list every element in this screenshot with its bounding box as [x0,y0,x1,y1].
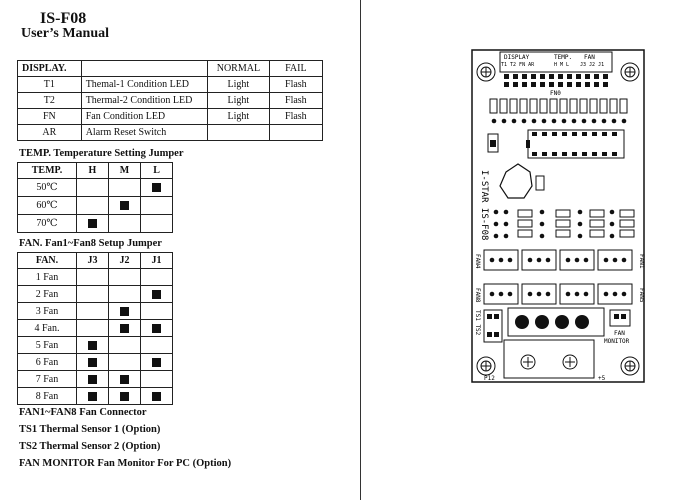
display-normal [208,125,270,141]
p12-silk-label: P12 [484,375,495,382]
buzzer-icon [500,164,532,198]
fan-table-header [18,253,173,269]
fan-count: 1 Fan [18,269,77,286]
note-text: Thermal Sensor 2 (Option) [39,441,161,452]
fan-connector [484,250,632,270]
table-row [18,109,323,125]
jumper-cell [141,179,173,197]
display-header-label: DISPLAY. [18,61,82,77]
note-text: Fan Monitor For PC (Option) [97,458,232,469]
jumper-cell [77,320,109,337]
table-row [18,354,173,371]
jumper-set-mark [120,392,129,401]
jumper-set-mark [88,375,97,384]
temp-table [17,162,173,233]
display-fail: Flash [269,77,322,93]
manual-title: User’s Manual [21,26,110,41]
display-table [17,60,323,141]
fan-silk-sub: J3 J2 J1 [580,62,605,68]
display-code: T2 [18,93,82,109]
jumper-cell [141,286,173,303]
capacitor-fill [490,140,496,147]
display-silk-label: DISPLAY [504,54,530,61]
table-row [18,197,173,215]
temp-header-h: H [77,163,109,179]
mounting-hole-icon [621,63,639,81]
component-dots [494,210,615,239]
display-code: AR [18,125,82,141]
jumper-cell [141,269,173,286]
table-row [18,77,323,93]
fan-header-label: FAN. [18,253,77,269]
jumper-cell [77,303,109,320]
table-row [18,125,323,141]
display-normal: Light [208,93,270,109]
temp-value: 70℃ [18,215,77,233]
note-key: FAN MONITOR [19,458,95,469]
note-fan-connector [19,407,147,418]
jumper-cell [109,371,141,388]
temp-table-header [18,163,173,179]
temp-silk-sub: H M L [554,62,570,68]
jumper-cell [141,320,173,337]
ts-silk-label: TS1 TS2 [474,310,481,336]
jumper-cell [77,215,109,233]
table-row [18,215,173,233]
temp-heading: TEMP. Temperature Setting Jumper [19,148,184,159]
temp-header-l: L [141,163,173,179]
table-row [18,286,173,303]
table-row [18,93,323,109]
fan-monitor-silk-2: MONITOR [604,338,630,345]
temp-silk-label: TEMP. [554,54,573,61]
jumper-cell [77,197,109,215]
jumper-cell [109,388,141,405]
jumper-cell [108,197,141,215]
relay-button [515,315,589,329]
fan-count: 6 Fan [18,354,77,371]
power-connector [504,340,594,378]
display-code: FN [18,109,82,125]
note-key: TS2 [19,441,38,452]
ts-connector [484,310,502,342]
fan-header-j2: J2 [109,253,141,269]
display-table-header [18,61,323,77]
jumper-cell [77,337,109,354]
temp-header-m: M [108,163,141,179]
mounting-hole-icon [621,357,639,375]
jumper-cell [77,269,109,286]
jumper-cell [141,354,173,371]
mounting-hole-icon [477,63,495,81]
fan-silk-label: FAN [584,54,595,61]
jumper-cell [109,337,141,354]
note-key: FAN1~FAN8 [19,407,77,418]
display-fail [269,125,322,141]
via-dots [492,119,627,124]
note-ts2 [19,441,160,452]
model-title: IS-F08 [40,10,87,27]
display-desc: Thermal-2 Condition LED [81,93,207,109]
jumper-set-mark [152,358,161,367]
ic-pins [532,132,617,156]
fan1-silk-label: FAN1 [638,254,645,269]
jumper-set-mark [120,375,129,384]
display-header-fail: FAIL [269,61,322,77]
fan-connector-pins [490,258,627,263]
temp-header-label: TEMP. [18,163,77,179]
jumper-cell [108,215,141,233]
display-desc: Fan Condition LED [81,109,207,125]
jumper-set-mark [152,290,161,299]
page-divider [360,0,361,500]
jumper-cell [77,371,109,388]
table-row [18,303,173,320]
note-text: Fan Connector [79,407,147,418]
display-header-desc [81,61,207,77]
jumper-set-mark [88,341,97,350]
table-row [18,320,173,337]
table-row [18,337,173,354]
fan-monitor-pin [621,314,626,319]
jumper-cell [109,286,141,303]
fan-header-j3: J3 [77,253,109,269]
jumper-set-mark [120,307,129,316]
fan4-silk-label: FAN4 [474,254,481,269]
jumper-cell [141,337,173,354]
temp-value: 60℃ [18,197,77,215]
display-normal: Light [208,77,270,93]
display-desc: Alarm Reset Switch [81,125,207,141]
jumper-cell [77,286,109,303]
fan5-silk-label: FAN5 [638,288,645,303]
jumper-set-mark [88,358,97,367]
display-header-normal: NORMAL [208,61,270,77]
ts-connector-pins [487,314,499,337]
jumper-set-mark [152,183,161,192]
fan-count: 4 Fan. [18,320,77,337]
fan-heading: FAN. Fan1~Fan8 Setup Jumper [19,238,162,249]
table-row [18,179,173,197]
fan-count: 3 Fan [18,303,77,320]
note-fan-monitor [19,458,231,469]
note-ts1 [19,424,160,435]
jumper-cell [109,320,141,337]
pcb-diagram [470,48,646,388]
p5-silk-label: +5 [598,375,606,382]
jumper-cell [141,197,173,215]
diode [536,176,544,190]
display-code: T1 [18,77,82,93]
jumper-cell [108,179,141,197]
fan-count: 2 Fan [18,286,77,303]
jumper-set-mark [120,324,129,333]
resistor-array [490,99,627,113]
table-row [18,371,173,388]
jumper-cell [141,388,173,405]
jumper-set-mark [120,201,129,210]
fan-monitor-connector [610,310,630,326]
fan-table [17,252,173,405]
fan-monitor-pin [614,314,619,319]
fan-monitor-silk-1: FAN [614,330,625,337]
jumper-set-mark [88,392,97,401]
fan-connector-pins [490,292,627,297]
display-desc: Themal-1 Condition LED [81,77,207,93]
jumper-set-mark [88,219,97,228]
table-row [18,269,173,286]
fan-count: 5 Fan [18,337,77,354]
jumper-cell [77,388,109,405]
power-screw-icon [521,355,577,369]
component-grid [518,210,634,237]
temp-value: 50℃ [18,179,77,197]
fan-header-j1: J1 [141,253,173,269]
jumper-cell [77,354,109,371]
note-key: TS1 [19,424,38,435]
jumper-cell [77,179,109,197]
fan8-silk-label: FAN8 [474,288,481,303]
table-row [18,388,173,405]
display-silk-sub: T1 T2 FN AR [501,62,535,68]
ic-notch [526,140,530,148]
header-pins [504,74,608,87]
display-fail: Flash [269,93,322,109]
display-normal: Light [208,109,270,125]
fn-silk-label: FN0 [550,90,561,97]
display-fail: Flash [269,109,322,125]
fan-count: 7 Fan [18,371,77,388]
jumper-set-mark [152,392,161,401]
jumper-cell [141,371,173,388]
fan-connector [484,284,632,304]
note-text: Thermal Sensor 1 (Option) [39,424,161,435]
mounting-hole-icon [477,357,495,375]
jumper-cell [109,269,141,286]
jumper-cell [141,303,173,320]
brand-silk-label: I-STAR IS-F08 [479,170,489,241]
fan-count: 8 Fan [18,388,77,405]
jumper-cell [141,215,173,233]
jumper-cell [109,303,141,320]
jumper-cell [109,354,141,371]
jumper-set-mark [152,324,161,333]
